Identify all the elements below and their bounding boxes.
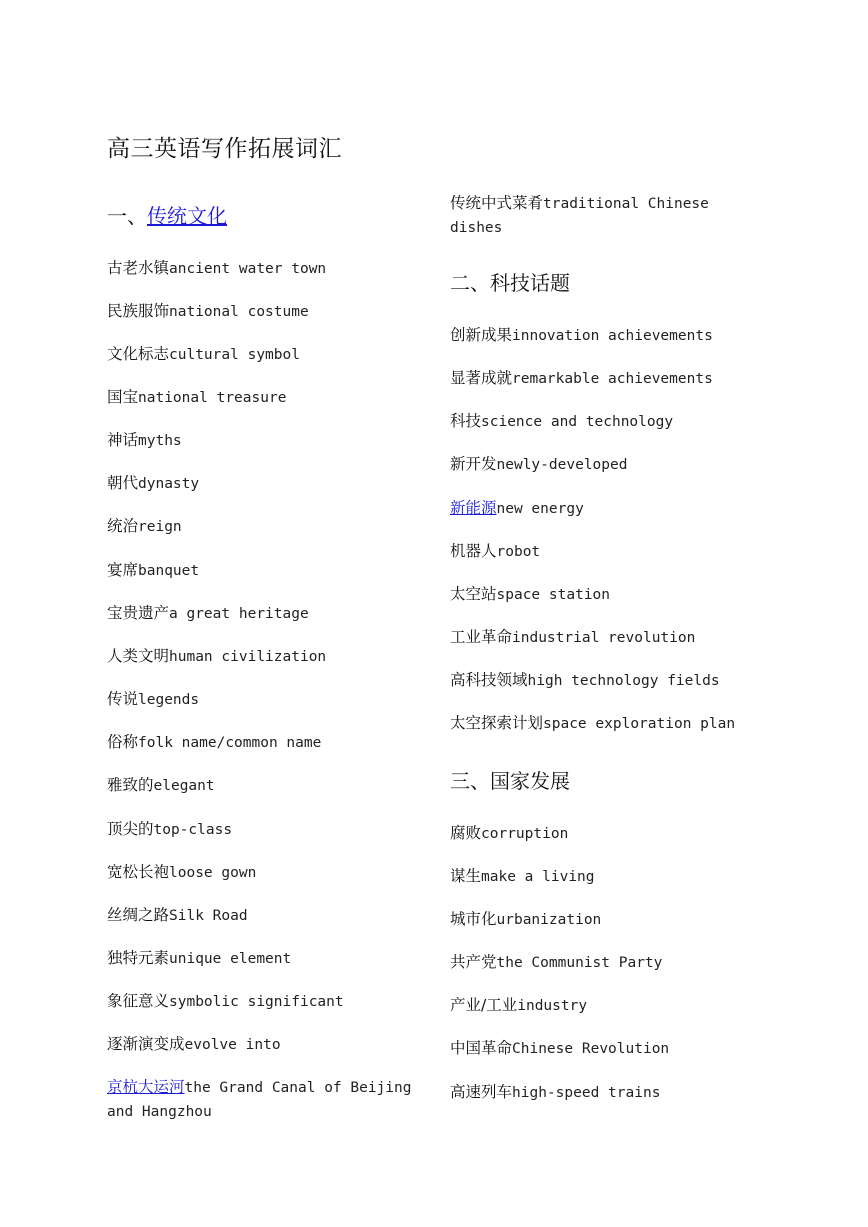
section-heading-development: 三、国家发展	[450, 769, 570, 793]
vocab-en: symbolic significant	[169, 994, 344, 1010]
vocab-cn: 俗称	[107, 733, 139, 751]
vocab-en: robot	[496, 544, 541, 560]
vocab-item	[450, 324, 790, 348]
vocab-item	[450, 822, 790, 846]
vocab-en: cultural symbol	[169, 347, 300, 363]
vocab-en: Silk Road	[169, 908, 248, 924]
vocab-cn: 丝绸之路	[107, 906, 170, 924]
vocab-cn: 民族服饰	[107, 302, 170, 320]
vocab-en: industrial revolution	[512, 630, 696, 646]
vocab-en: loose gown	[169, 865, 257, 881]
vocab-cn: 宴席	[107, 561, 139, 579]
vocab-en: folk name/common name	[138, 735, 322, 751]
vocab-cn: 人类文明	[107, 647, 170, 665]
vocab-item	[107, 990, 447, 1014]
vocab-en: corruption	[481, 826, 569, 842]
vocab-en: human civilization	[169, 649, 327, 665]
vocab-item	[107, 386, 447, 410]
section-heading-culture	[107, 200, 227, 229]
vocab-cn: 独特元素	[107, 949, 170, 967]
vocab-cn: 高速列车	[450, 1083, 513, 1101]
vocab-cn: 文化标志	[107, 345, 170, 363]
vocab-cn: 机器人	[450, 542, 497, 560]
vocab-item	[107, 1076, 432, 1124]
vocab-en: urbanization	[496, 912, 602, 928]
vocab-en: elegant	[153, 778, 215, 794]
vocab-en: dynasty	[138, 476, 200, 492]
vocab-item	[107, 602, 447, 626]
vocab-item	[107, 904, 447, 928]
section-heading-technology: 二、科技话题	[450, 271, 570, 295]
vocab-en: unique element	[169, 951, 292, 967]
vocab-cn: 城市化	[450, 910, 497, 928]
culture-link[interactable]: 传统文化	[147, 204, 227, 228]
vocab-item	[450, 669, 790, 693]
vocab-item	[450, 1081, 790, 1105]
vocab-cn: 新开发	[450, 455, 497, 473]
vocab-cn: 创新成果	[450, 326, 513, 344]
vocab-cn: 高科技领域	[450, 671, 528, 689]
vocab-en: the Communist Party	[496, 955, 663, 971]
vocab-en: industry	[517, 998, 588, 1014]
vocab-en: newly-developed	[496, 457, 628, 473]
vocab-item	[450, 951, 790, 975]
vocab-en: a great heritage	[169, 606, 309, 622]
vocab-cn: 科技	[450, 412, 482, 430]
vocab-item	[107, 774, 447, 798]
vocab-item	[450, 192, 750, 240]
vocab-item	[450, 583, 790, 607]
vocab-en: science and technology	[481, 414, 674, 430]
vocab-cn: 统治	[107, 517, 139, 535]
vocab-cn: 产业/工业	[450, 996, 518, 1014]
new-energy-link[interactable]: 新能源	[450, 499, 497, 517]
vocab-item	[450, 626, 790, 650]
vocab-item	[107, 343, 447, 367]
vocab-en: space exploration plan	[543, 716, 736, 732]
vocab-cn: 雅致的	[107, 776, 154, 794]
vocab-en: the Grand Canal of Beijing and Hangzhou	[107, 1080, 412, 1120]
vocab-en: evolve into	[184, 1037, 281, 1053]
section-prefix: 一、	[107, 204, 147, 228]
vocab-cn: 朝代	[107, 474, 139, 492]
vocab-item	[107, 257, 447, 281]
vocab-item	[107, 472, 447, 496]
vocab-en: high technology fields	[527, 673, 720, 689]
vocab-en: national treasure	[138, 390, 287, 406]
vocab-en: space station	[496, 587, 611, 603]
vocab-cn: 顶尖的	[107, 820, 154, 838]
vocab-item	[107, 1033, 447, 1057]
vocab-cn: 中国革命	[450, 1039, 513, 1057]
vocab-cn: 显著成就	[450, 369, 513, 387]
vocab-item	[107, 515, 447, 539]
vocab-en: myths	[138, 433, 182, 449]
vocab-item	[107, 300, 447, 324]
vocab-en: traditional Chinese dishes	[450, 196, 709, 236]
vocab-en: remarkable achievements	[512, 371, 713, 387]
vocab-en: ancient water town	[169, 261, 327, 277]
vocab-cn: 传统中式菜肴	[450, 194, 544, 212]
vocab-en: national costume	[169, 304, 309, 320]
vocab-en: banquet	[138, 563, 200, 579]
vocab-cn: 腐败	[450, 824, 482, 842]
vocab-item	[450, 540, 790, 564]
vocab-en: Chinese Revolution	[512, 1041, 670, 1057]
vocab-en: new energy	[496, 501, 584, 517]
vocab-en: high-speed trains	[512, 1085, 661, 1101]
vocab-item	[107, 818, 447, 842]
vocab-cn: 工业革命	[450, 628, 513, 646]
vocab-en: make a living	[481, 869, 595, 885]
vocab-item	[107, 947, 447, 971]
vocab-item	[450, 865, 790, 889]
vocab-item	[107, 731, 447, 755]
grand-canal-link[interactable]: 京杭大运河	[107, 1078, 185, 1096]
vocab-item	[107, 559, 447, 583]
vocab-item	[450, 367, 790, 391]
page-title: 高三英语写作拓展词汇	[107, 136, 342, 162]
vocab-en: legends	[138, 692, 200, 708]
vocab-item	[450, 410, 790, 434]
vocab-item	[107, 861, 447, 885]
vocab-cn: 太空站	[450, 585, 497, 603]
vocab-cn: 共产党	[450, 953, 497, 971]
vocab-cn: 古老水镇	[107, 259, 170, 277]
vocab-cn: 国宝	[107, 388, 139, 406]
vocab-item	[450, 453, 790, 477]
vocab-en: top-class	[153, 822, 233, 838]
vocab-cn: 宝贵遗产	[107, 604, 170, 622]
vocab-en: innovation achievements	[512, 328, 713, 344]
vocab-item	[450, 497, 790, 521]
vocab-cn: 谋生	[450, 867, 482, 885]
vocab-item	[107, 645, 447, 669]
vocab-item	[450, 994, 790, 1018]
vocab-cn: 传说	[107, 690, 139, 708]
vocab-cn: 象征意义	[107, 992, 170, 1010]
vocab-item	[107, 688, 447, 712]
vocab-cn: 宽松长袍	[107, 863, 170, 881]
vocab-cn: 神话	[107, 431, 139, 449]
vocab-en: reign	[138, 519, 182, 535]
vocab-item	[107, 429, 447, 453]
vocab-item	[450, 1037, 790, 1061]
vocab-item	[450, 908, 790, 932]
vocab-cn: 逐渐演变成	[107, 1035, 185, 1053]
vocab-cn: 太空探索计划	[450, 714, 544, 732]
vocab-item	[450, 712, 810, 736]
